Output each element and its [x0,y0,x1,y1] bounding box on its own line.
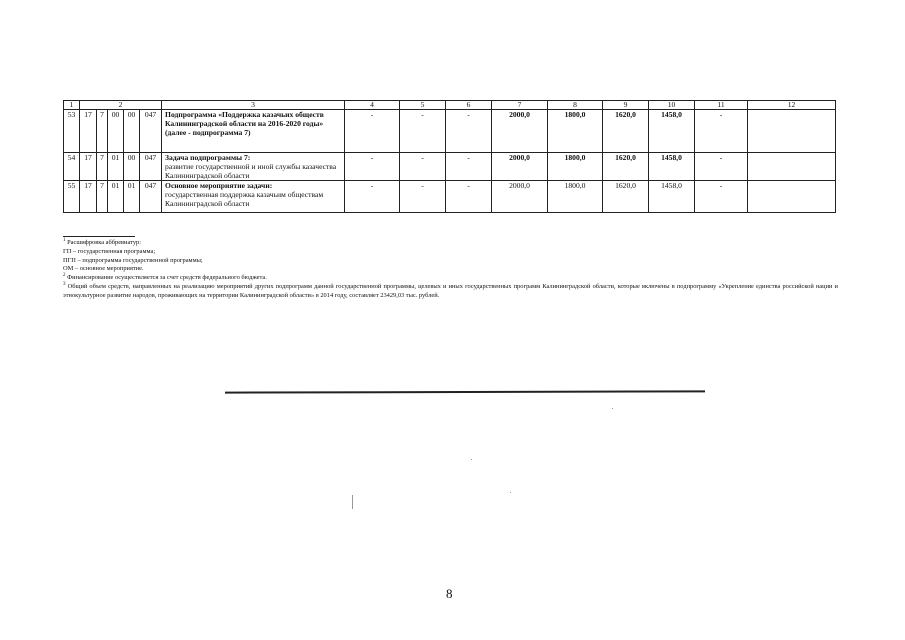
value-col-10: 1458,0 [649,153,695,181]
header-cell: 4 [345,101,400,110]
footnote-2 [63,274,838,283]
value-col-9: 1620,0 [603,181,649,213]
abbr-pgp: ПГП – подпрограмма государственной программы; [63,256,203,264]
value-col-8: 1800,0 [548,110,603,153]
value-col-7: 2000,0 [492,153,548,181]
footnote-3 [63,283,838,301]
value-col-9: 1620,0 [603,110,649,153]
row-description [162,110,345,153]
code-task: 00 [108,110,124,153]
code-program: 17 [80,181,97,213]
value-col-11: - [695,181,748,213]
table-row [64,110,836,153]
value-col-10: 1458,0 [649,181,695,213]
value-col-5: - [400,110,446,153]
scan-speck [612,408,613,409]
scan-speck [352,495,353,509]
code-executor: 047 [140,110,162,153]
footnote-separator [63,236,135,237]
table-row [64,181,836,213]
row-number: 54 [64,153,80,181]
value-col-7: 2000,0 [492,181,548,213]
value-col-6: - [446,153,492,181]
header-cell: 10 [649,101,695,110]
value-col-6: - [446,181,492,213]
value-col-6: - [446,110,492,153]
header-cell: 3 [162,101,345,110]
footnote-1 [63,239,838,248]
value-col-12 [748,153,836,181]
footnote-mark: 2 [63,273,66,279]
value-col-9: 1620,0 [603,153,649,181]
row-description-body: государственная поддержка казачьим обществам Калининградской области [165,190,324,208]
header-cell: 5 [400,101,446,110]
value-col-4: - [345,110,400,153]
end-of-document-line [225,390,705,393]
footnotes [63,239,838,301]
code-measure: 00 [124,110,140,153]
table-header-row [64,101,836,110]
abbr-gp: ГП – государственная программа; [63,247,156,255]
value-col-8: 1800,0 [548,153,603,181]
value-col-11: - [695,153,748,181]
code-subprogram: 7 [97,181,108,213]
code-measure: 01 [124,181,140,213]
code-task: 01 [108,153,124,181]
row-number: 55 [64,181,80,213]
footnote-mark: 3 [63,281,66,287]
value-col-11: - [695,110,748,153]
value-col-5: - [400,153,446,181]
scan-speck [510,492,511,493]
header-cell: 8 [548,101,603,110]
row-description-body: развитие государственной и иной службы казачества Калининградской области [165,162,337,180]
footnote-1-text: Расшифровка аббревиатур: [67,239,142,246]
header-cell: 2 [80,101,162,110]
code-subprogram: 7 [97,110,108,153]
code-program: 17 [80,110,97,153]
value-col-10: 1458,0 [649,110,695,153]
header-cell: 1 [64,101,80,110]
footnote-2-text: Финансирование осуществляется за счет средств федерального бюджета. [67,274,267,282]
code-task: 01 [108,181,124,213]
header-cell: 6 [446,101,492,110]
value-col-12 [748,110,836,153]
value-col-4: - [345,153,400,181]
code-executor: 047 [140,181,162,213]
row-description-title: Подпрограмма «Поддержка казачьих обществ Калининградской области на 2016-2020 годы» (далее - подпрограмма 7) [165,110,324,137]
value-col-12 [748,181,836,213]
table-row [64,153,836,181]
header-cell: 11 [695,101,748,110]
budget-table [63,100,836,213]
code-program: 17 [80,153,97,181]
row-description [162,153,345,181]
code-subprogram: 7 [97,153,108,181]
row-description-title: Задача подпрограммы 7: [165,153,251,162]
value-col-8: 1800,0 [548,181,603,213]
value-col-5: - [400,181,446,213]
header-cell: 7 [492,101,548,110]
row-description-title: Основное мероприятие задачи: [165,181,273,190]
page-number: 8 [446,586,453,601]
abbr-om: ОМ – основное мероприятие. [63,265,144,273]
scan-speck [471,459,472,460]
value-col-4: - [345,181,400,213]
header-cell: 12 [748,101,836,110]
code-executor: 047 [140,153,162,181]
row-number: 53 [64,110,80,153]
footnote-3-text: Общий объем средств, направленных на реализацию мероприятий других подпрограмм данной государственной программы, целевых и иных государственных программ Калининградской области, которые включены в подпрограмму «Укрепление единства российской нации и этнокультурное развитие народов, проживающих на территории Калининградской области» в 2014 году, составляет 23429,03 тыс. рублей. [63,282,838,299]
footnote-mark: 1 [63,237,66,243]
header-cell: 9 [603,101,649,110]
row-description [162,181,345,213]
code-measure: 00 [124,153,140,181]
value-col-7: 2000,0 [492,110,548,153]
